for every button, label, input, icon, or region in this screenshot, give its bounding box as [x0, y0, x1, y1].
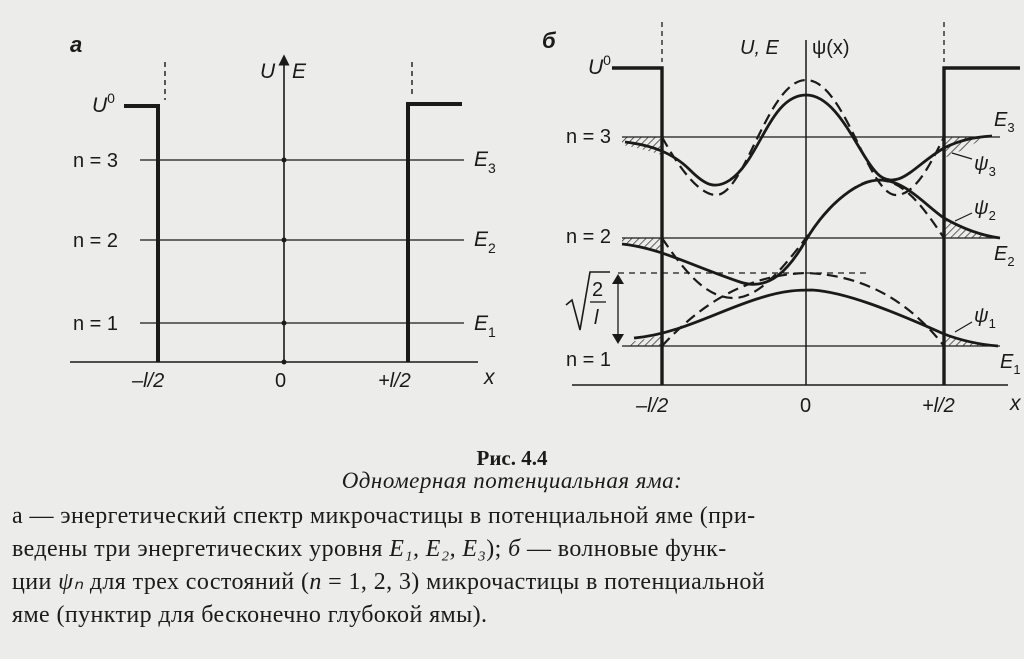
panel-a-label: а — [70, 32, 83, 57]
panel-a-origin-dot — [282, 360, 287, 365]
caption-line-2-c: ); — [486, 536, 509, 562]
panel-a-e1-label: $E_1$ — [474, 312, 496, 340]
panel-b-sqrt-sign — [566, 272, 610, 330]
panel-a-tick-right: +l/2 — [378, 370, 411, 392]
panel-a-tick-zero: 0 — [275, 370, 287, 392]
panel-b-axis-label: U, E — [740, 37, 779, 59]
caption-line-3-e: = 1, 2, 3) микрочастицы в потенциальной — [321, 569, 766, 595]
panel-b-psi3-leader — [952, 153, 972, 159]
panel-a-dot-e3 — [282, 158, 287, 163]
panel-a-axis-label-e: E — [292, 60, 307, 83]
panel-a-e2-label: $E_2$ — [474, 228, 496, 256]
panel-b-psi2-leader — [955, 213, 972, 221]
caption-line-3-c: для трех состояний ( — [83, 569, 310, 595]
panel-a-axis-label-u: U — [260, 60, 276, 83]
panel-a-x-label: x — [484, 366, 495, 389]
panel-a-dot-e2 — [282, 238, 287, 243]
panel-b-psi3-label: $\psi_3$ — [974, 153, 996, 179]
panel-a-dot-e1 — [282, 321, 287, 326]
panel-b-tick-right: +l/2 — [922, 395, 955, 417]
caption-title: Рис. 4.4 — [476, 446, 548, 470]
caption-line-3 — [12, 566, 1022, 599]
caption-line-2 — [12, 533, 1022, 566]
panel-b-psi1-label: $\psi_1$ — [974, 305, 996, 331]
panel-b-psi2-label: $\psi_2$ — [974, 197, 996, 223]
panel-b-psi3-solid — [625, 95, 992, 185]
panel-b-e1-label: $E_1$ — [1000, 351, 1021, 377]
caption-line-4 — [12, 599, 1022, 632]
panel-b-label: б — [542, 28, 556, 53]
panel-a-e3-label: $E_3$ — [474, 148, 496, 176]
panel-a-n3-label: n = 3 — [73, 150, 119, 172]
panel-b-n3-label: n = 3 — [566, 126, 612, 148]
panel-b-e2-label: $E_2$ — [994, 243, 1015, 269]
caption-line-2-d: б — [508, 536, 521, 562]
panel-b-tick-zero: 0 — [800, 395, 812, 417]
panel-a-n2-label: n = 2 — [73, 230, 119, 252]
caption-subtitle: Одномерная потенциальная яма: — [341, 468, 683, 493]
caption-line-3-b: ψₙ — [58, 569, 84, 595]
panel-b-x-label: x — [1010, 392, 1021, 415]
panel-b-amplitude-arrow-top — [612, 274, 624, 284]
caption-line-2-e: — волновые функ- — [520, 536, 727, 562]
panel-b-tick-left: –l/2 — [636, 395, 669, 417]
panel-b — [542, 22, 1022, 417]
panel-b-psi1-leader — [955, 322, 972, 332]
caption-line-3-d: n — [309, 569, 322, 595]
caption-line-2-b: E₁, E₂, E₃ — [389, 536, 487, 562]
panel-a-n1-label: n = 1 — [73, 313, 119, 335]
caption-line-1-text: а — энергетический спектр микрочастицы в потенциальной яме (при- — [12, 503, 756, 529]
panel-b-amp-denominator: l — [594, 307, 599, 329]
panel-b-n1-label: n = 1 — [566, 349, 612, 371]
panel-b-psi2-dashed — [662, 180, 944, 298]
caption-body — [12, 500, 1022, 632]
panel-b-amp-numerator: 2 — [592, 279, 604, 301]
panel-b-u0-label: $U^0$ — [588, 52, 611, 79]
panel-b-psi-axis-label: ψ(x) — [812, 37, 850, 59]
caption-line-4-text: яме (пунктир для бесконечно глубокой ямы). — [12, 602, 488, 628]
panel-b-psi1-dashed — [662, 273, 944, 346]
panel-a — [70, 32, 496, 392]
panel-a-tick-left: –l/2 — [132, 370, 165, 392]
caption-line-3-a: ции — [12, 569, 59, 595]
panel-b-amplitude-arrow-bottom — [612, 334, 624, 344]
panel-a-u0-label: $U^0$ — [92, 90, 115, 117]
caption-line-1 — [12, 500, 1022, 533]
panel-b-e3-label: $E_3$ — [994, 109, 1015, 135]
caption-line-2-a: ведены три энергетических уровня — [12, 536, 390, 562]
panel-b-n2-label: n = 2 — [566, 226, 612, 248]
